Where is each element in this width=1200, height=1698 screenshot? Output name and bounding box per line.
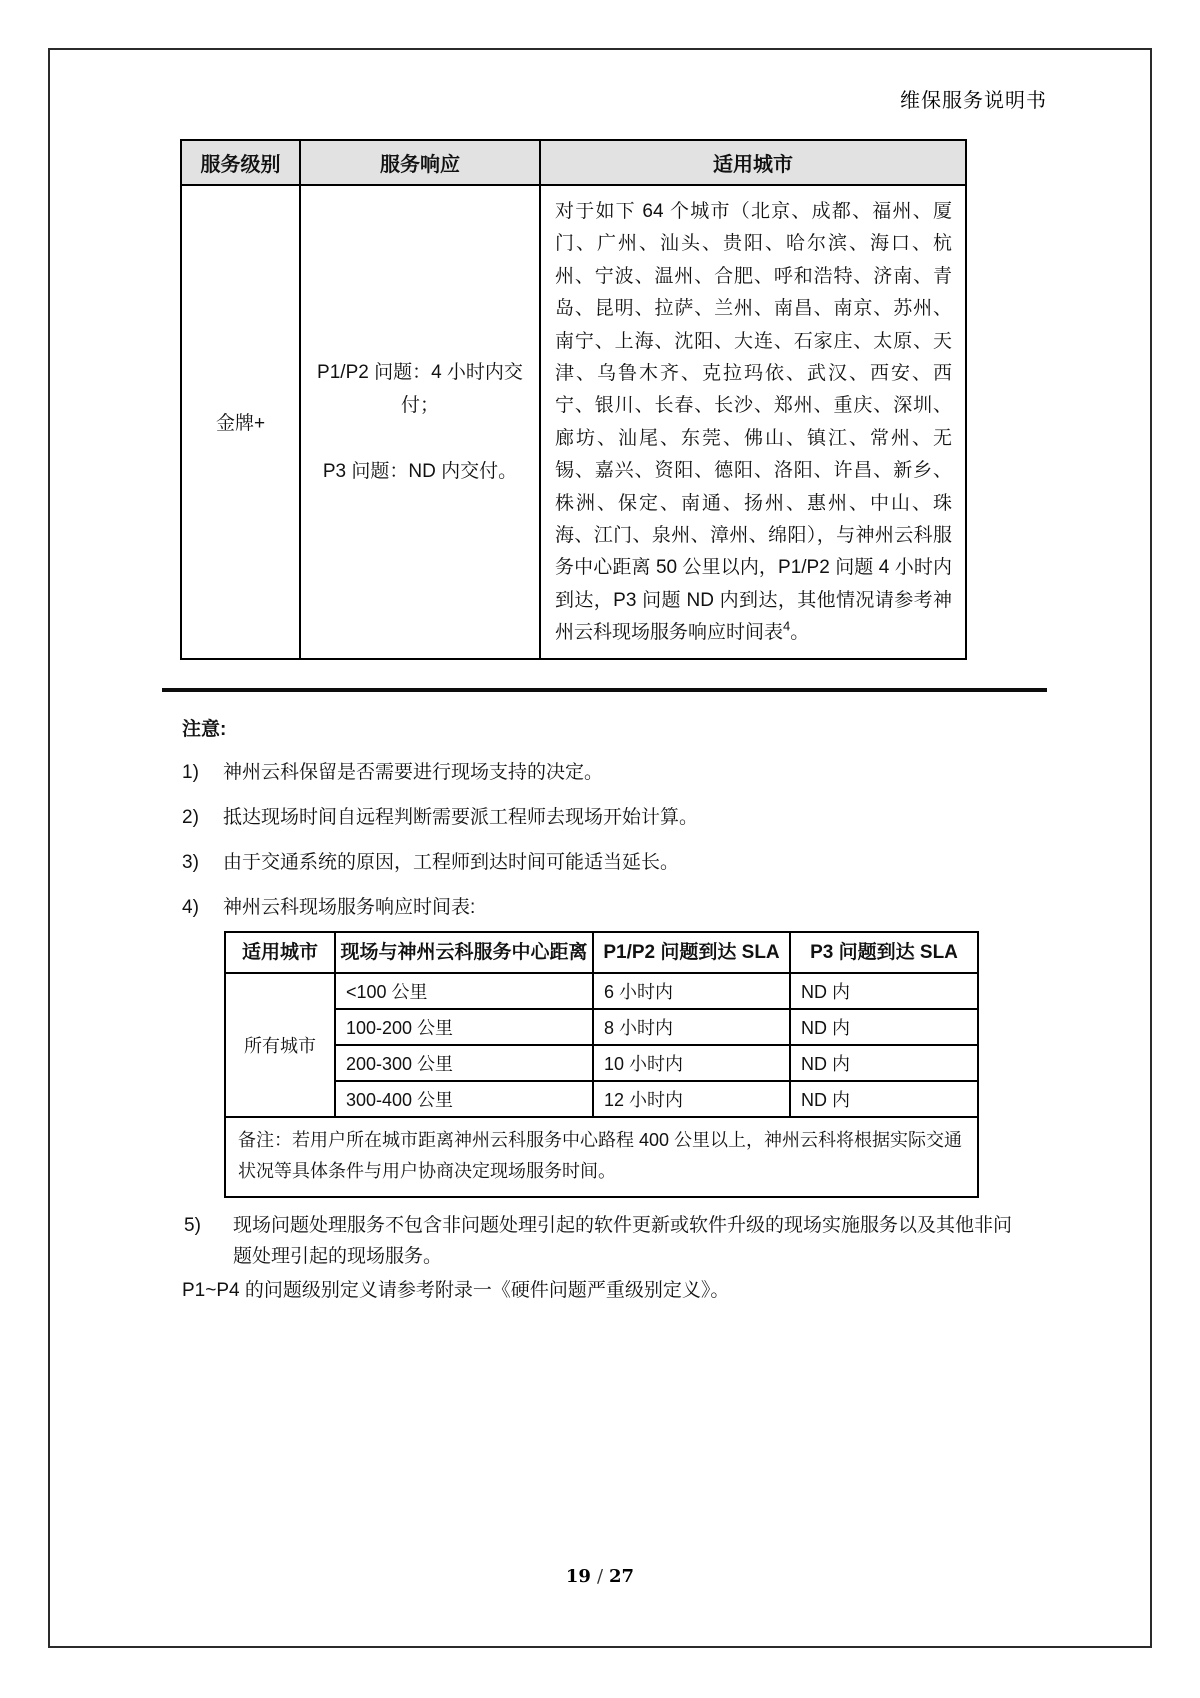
- response-line-p1p2: P1/P2 问题：4 小时内交付；: [317, 361, 523, 416]
- page-number-separator: /: [596, 1566, 604, 1587]
- service-table-row-gold-plus: [181, 185, 966, 659]
- note-text: 抵达现场时间自远程判断需要派工程师去现场开始计算。: [223, 806, 699, 828]
- severity-definition-reference: P1~P4 的问题级别定义请参考附录一《硬件问题严重级别定义》。: [182, 1279, 730, 1301]
- p12-sla-cell: 12 小时内: [593, 1081, 790, 1117]
- response-table-header-row: [225, 932, 978, 973]
- header-p12-sla: P1/P2 问题到达 SLA: [593, 932, 790, 973]
- onsite-response-time-table: [224, 931, 979, 1198]
- note-number: 1): [182, 761, 199, 783]
- distance-cell: 300-400 公里: [335, 1081, 593, 1117]
- note-item-4: [162, 895, 1047, 921]
- table-remark: 备注：若用户所在城市距离神州云科服务中心路程 400 公里以上，神州云科将根据实际交通状况等具体条件与用户协商决定现场服务时间。: [225, 1117, 978, 1197]
- header-service-level: 服务级别: [181, 140, 300, 185]
- service-table-header-row: [181, 140, 966, 185]
- note-text: 现场问题处理服务不包含非问题处理引起的软件更新或软件升级的现场实施服务以及其他非问题处理引起的现场服务。: [233, 1214, 1013, 1267]
- note-number: 3): [182, 851, 199, 873]
- p12-sla-cell: 6 小时内: [593, 973, 790, 1009]
- p3-sla-cell: ND 内: [790, 973, 978, 1009]
- header-p3-sla: P3 问题到达 SLA: [790, 932, 978, 973]
- note-item-5: [162, 1210, 1047, 1272]
- footnote-ref-4: 4: [783, 618, 791, 634]
- response-table-row: [225, 973, 978, 1009]
- section-divider: [162, 688, 1047, 692]
- note-number: 2): [182, 806, 199, 828]
- distance-cell: <100 公里: [335, 973, 593, 1009]
- p3-sla-cell: ND 内: [790, 1009, 978, 1045]
- response-table-row: [225, 1081, 978, 1117]
- note-number: 5): [184, 1214, 201, 1236]
- header-applicable-cities: 适用城市: [540, 140, 966, 185]
- cities-text-tail: 。: [790, 622, 810, 644]
- p3-sla-cell: ND 内: [790, 1045, 978, 1081]
- cities-text: 对于如下 64 个城市（北京、成都、福州、厦门、广州、汕头、贵阳、哈尔滨、海口、杭州、宁波、温州、合肥、呼和浩特、济南、青岛、昆明、拉萨、兰州、南昌、南京、苏州、南宁、上海、沈阳、大连、石家庄、太原、天津、乌鲁木齐、克拉玛依、武汉、西安、西宁、银川、长春、长沙、郑州、重庆、深圳、廊坊、汕尾、东莞、佛山、镇江、常州、无锡、嘉兴、资阳、德阳、洛阳、许昌、新乡、株洲、保定、南通、扬州、惠州、中山、珠海、江门、泉州、漳州、绵阳），与神州云科服务中心距离 50 公里以内，P1/P2 问题 4 小时内到达，P3 问题 ND 内到达，其他情况请参考神州云科现场服务响应时间表: [555, 201, 952, 644]
- note-item-3: [162, 850, 1047, 876]
- service-level-table: [180, 139, 967, 660]
- city-scope-cell: 所有城市: [225, 973, 335, 1117]
- response-table-note-row: [225, 1117, 978, 1197]
- note-text: 神州云科现场服务响应时间表:: [223, 896, 476, 918]
- p3-sla-cell: ND 内: [790, 1081, 978, 1117]
- current-page-number: 19: [565, 1566, 591, 1587]
- distance-cell: 100-200 公里: [335, 1009, 593, 1045]
- service-level-cell: 金牌+: [181, 185, 300, 659]
- response-table-row: [225, 1045, 978, 1081]
- note-item-1: [162, 760, 1047, 786]
- page-border: [48, 48, 1152, 1648]
- note-text: 由于交通系统的原因，工程师到达时间可能适当延长。: [223, 851, 680, 873]
- response-line-p3: P3 问题：ND 内交付。: [322, 460, 518, 482]
- document-title-header: 维保服务说明书: [900, 88, 1047, 112]
- note-text: 神州云科保留是否需要进行现场支持的决定。: [223, 761, 604, 783]
- distance-cell: 200-300 公里: [335, 1045, 593, 1081]
- page-content: [50, 50, 1150, 1305]
- header-distance: 现场与神州云科服务中心距离: [335, 932, 593, 973]
- note-number: 4): [182, 896, 199, 918]
- total-page-number: 27: [609, 1566, 635, 1587]
- note-item-2: [162, 805, 1047, 831]
- service-response-cell: [300, 185, 540, 659]
- p12-sla-cell: 8 小时内: [593, 1009, 790, 1045]
- notes-title: 注意:: [182, 718, 227, 740]
- applicable-cities-cell: [540, 185, 966, 659]
- p12-sla-cell: 10 小时内: [593, 1045, 790, 1081]
- response-table-row: [225, 1009, 978, 1045]
- header-service-response: 服务响应: [300, 140, 540, 185]
- page-number-footer: [0, 1566, 1200, 1587]
- header-city: 适用城市: [225, 932, 335, 973]
